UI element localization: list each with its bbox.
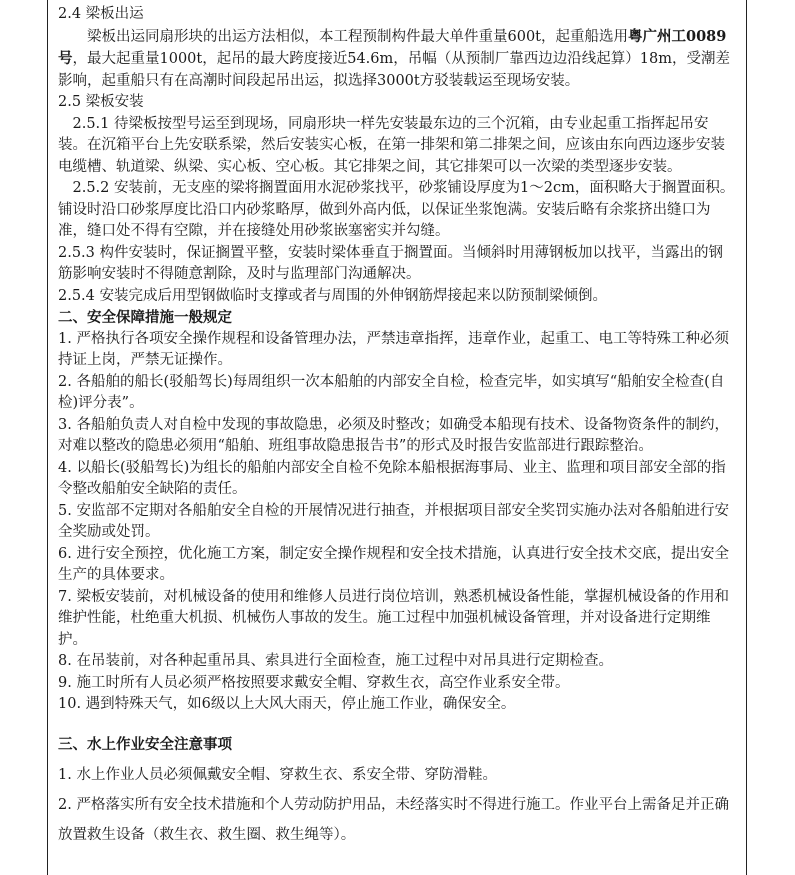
paragraph-2-4	[58, 26, 736, 93]
list-item: 3. 各船舶负责人对自检中发现的事故隐患，必须及时整改；如确受本船现有技术、设备物资条件的制约，对难以整改的隐患必须用“船舶、班组事故隐患报告书”的形式及时报告安监部进行跟踪整治。	[58, 416, 729, 454]
list-item: 8. 在吊装前，对各种起重吊具、索具进行全面检查，施工过程中对吊具进行定期检查。	[58, 653, 613, 669]
crane-ship-name: 粤广州工0089号	[58, 27, 727, 67]
list-item: 4. 以船长(驳船驾长)为组长的船舶内部安全自检不免除本船根据海事局、业主、监理和项目部安全部的指令整改船舶安全缺陷的责任。	[58, 459, 726, 497]
paragraph-2-5-3: 2.5.3 构件安装时，保证搁置平整，安装时梁体垂直于搁置面。当倾斜时用薄钢板加以找平，当露出的钢筋影响安装时不得随意割除，及时与监理部门沟通解决。	[58, 244, 723, 282]
section-heading-safety-rules: 二、安全保障措施一般规定	[58, 309, 232, 326]
list-item: 7. 梁板安装前，对机械设备的使用和维修人员进行岗位培训，熟悉机械设备性能，掌握机械设备的作用和维护性能，杜绝重大机损、机械伤人事故的发生。施工过程中加强机械设备管理，并对设备进行定期维护。	[58, 588, 729, 648]
list-item: 9. 施工时所有人员必须严格按照要求戴安全帽、穿救生衣，高空作业系安全带。	[58, 674, 570, 691]
list-item: 5. 安监部不定期对各船舶安全自检的开展情况进行抽查，并根据项目部安全奖罚实施办法对各船舶进行安全奖励或处罚。	[58, 502, 729, 540]
section-heading-2-5: 2.5 梁板安装	[58, 94, 144, 110]
document-body	[58, 4, 736, 850]
list-item: 2. 各船舶的船长(驳船驾长)每周组织一次本船舶的内部安全自检，检查完毕，如实填写“船舶安全检查(自检)评分表”。	[58, 373, 725, 411]
list-item: 1. 水上作业人员必须佩戴安全帽、穿救生衣、系安全带、穿防滑鞋。	[58, 766, 497, 783]
section-water-work	[58, 730, 736, 850]
list-item: 2. 严格落实所有安全技术措施和个人劳动防护用品，未经落实时不得进行施工。作业平台上需备足并正确放置救生设备（救生衣、救生圈、救生绳等）。	[58, 796, 729, 843]
paragraph-2-5-1: 2.5.1 待梁板按型号运至到现场，同扇形块一样先安装最东边的三个沉箱，由专业起重工指挥起吊安装。在沉箱平台上先安联系梁，然后安装实心板，在第一排架和第二排架之间，应该由东向西边逐步安装电缆槽、轨道梁、纵梁、实心板、空心板。其它排架之间，其它排架可以一次梁的类型逐步安装。	[58, 115, 725, 175]
paragraph-2-5-2: 2.5.2 安装前，无支座的梁将搁置面用水泥砂浆找平，砂浆铺设厚度为1～2cm，面积略大于搁置面积。铺设时沿口砂浆厚度比沿口内砂浆略厚，做到外高内低，以保证坐浆饱满。安装后略有余浆挤出缝口为准，缝口处不得有空隙，并在接缝处用砂浆嵌塞密实并勾缝。	[58, 180, 735, 239]
list-item: 1. 严格执行各项安全操作规程和设备管理办法，严禁违章指挥，违章作业，起重工、电工等特殊工种必须持证上岗，严禁无证操作。	[58, 330, 729, 368]
list-item: 10. 遇到特殊天气，如6级以上大风大雨天，停止施工作业，确保安全。	[58, 696, 516, 712]
paragraph-2-5-4: 2.5.4 安装完成后用型钢做临时支撑或者与周围的外伸钢筋焊接起来以防预制梁倾倒。	[58, 287, 608, 304]
paragraph-2-4-text-a: 梁板出运同扇形块的出运方法相似，本工程预制构件最大单件重量600t，起重船选用	[87, 28, 628, 45]
paragraph-2-4-text-b: ，最大起重量1000t，起吊的最大跨度接近54.6m，吊幅（从预制厂靠西边边沿线起算）18m，受潮差影响，起重船只有在高潮时间段起吊出运，拟选择3000t方驳装载运至现场安装。	[58, 51, 730, 89]
section-heading-water-work: 三、水上作业安全注意事项	[58, 735, 232, 753]
section-heading-2-4: 2.4 梁板出运	[58, 6, 144, 22]
list-item: 6. 进行安全预控，优化施工方案，制定安全操作规程和安全技术措施，认真进行安全技术交底，提出安全生产的具体要求。	[58, 545, 729, 583]
